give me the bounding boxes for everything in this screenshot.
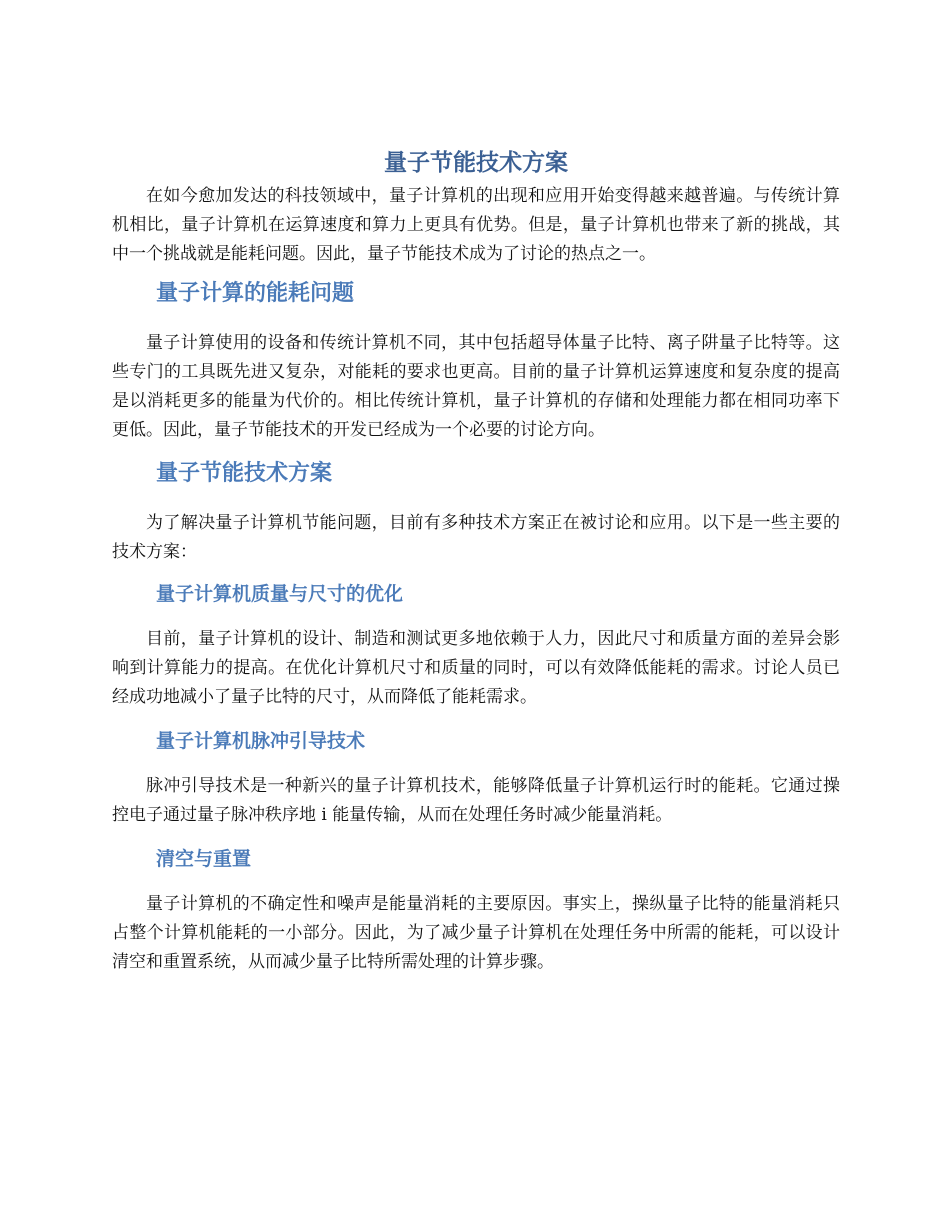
subsection-heading-size-optimization: 量子计算机质量与尺寸的优化 [156,583,404,605]
subsection-paragraph-clear-reset: 量子计算机的不确定性和噪声是能量消耗的主要原因。事实上，操纵量子比特的能量消耗只占整个计算机能耗的一小部分。因此，为了减少量子计算机在处理任务中所需的能耗，可以设计清空和重置系统，从而减少量子比特所需处理的计算步骤。 [112,894,840,972]
intro-paragraph: 在如今愈加发达的科技领域中，量子计算机的出现和应用开始变得越来越普遍。与传统计算机相比，量子计算机在运算速度和算力上更具有优势。但是，量子计算机也带来了新的挑战，其中一个挑战就是能耗问题。因此，量子节能技术成为了讨论的热点之一。 [112,186,840,264]
document-page [112,146,840,977]
section-paragraph-energy-problem: 量子计算使用的设备和传统计算机不同，其中包括超导体量子比特、离子阱量子比特等。这些专门的工具既先进又复杂，对能耗的要求也更高。目前的量子计算机运算速度和复杂度的提高是以消耗更多的能量为代价的。相比传统计算机，量子计算机的存储和处理能力都在相同功率下更低。因此，量子节能技术的开发已经成为一个必要的讨论方向。 [112,333,840,440]
section-paragraph-solutions: 为了解决量子计算机节能问题，目前有多种技术方案正在被讨论和应用。以下是一些主要的技术方案： [112,513,840,562]
subsection-paragraph-pulse-guidance: 脉冲引导技术是一种新兴的量子计算机技术，能够降低量子计算机运行时的能耗。它通过操控电子通过量子脉冲秩序地 i 能量传输，从而在处理任务时减少能量消耗。 [112,776,840,825]
section-heading-solutions: 量子节能技术方案 [156,461,333,486]
document-title: 量子节能技术方案 [384,150,568,176]
section-heading-energy-problem: 量子计算的能耗问题 [156,281,355,306]
subsection-heading-pulse-guidance: 量子计算机脉冲引导技术 [156,730,366,752]
subsection-paragraph-size-optimization: 目前，量子计算机的设计、制造和测试更多地依赖于人力，因此尺寸和质量方面的差异会影响到计算能力的提高。在优化计算机尺寸和质量的同时，可以有效降低能耗的需求。讨论人员已经成功地减小了量子比特的尺寸，从而降低了能耗需求。 [112,629,840,707]
subsection-heading-clear-reset: 清空与重置 [156,848,252,870]
